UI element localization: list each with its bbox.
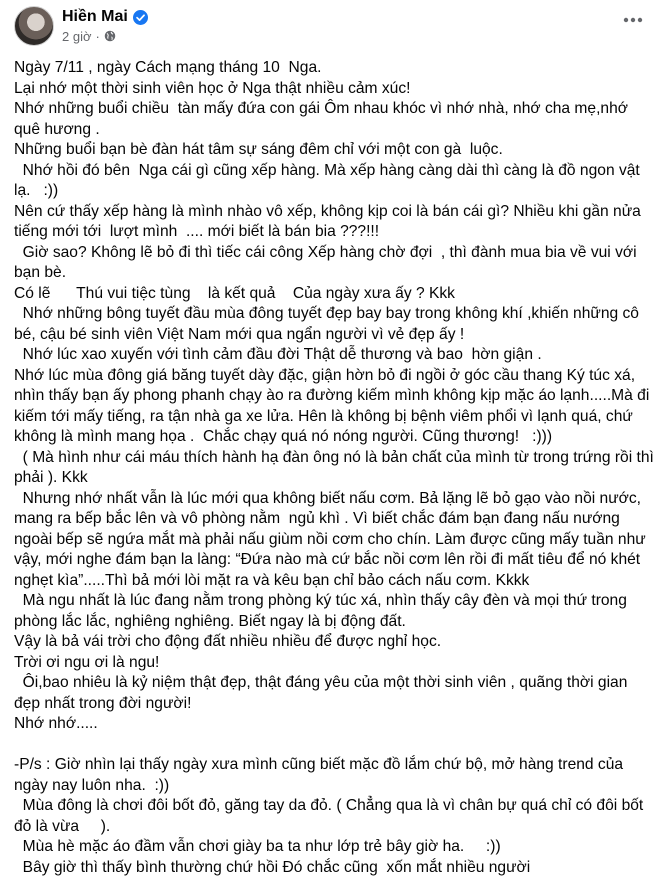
post-paragraph: Nhớ lúc xao xuyến với tình cảm đầu đời Thật dễ thương và bao hờn giận . — [14, 345, 654, 366]
post-paragraph: Trời ơi ngu ơi là ngu! — [14, 653, 654, 674]
post-paragraph: Nên cứ thấy xếp hàng là mình nhào vô xếp, không kịp coi là bán cái gì? Nhiều khi gần nửa tiếng mới tới lượt mình .... mới biết là bán bia ???!!! — [14, 202, 654, 243]
post-timestamp[interactable]: 2 giờ — [62, 29, 92, 44]
meta-separator: · — [96, 29, 100, 44]
post-paragraph: Nhớ hồi đó bên Nga cái gì cũng xếp hàng. Mà xếp hàng càng dài thì càng là đồ ngon vật lạ. :)) — [14, 161, 654, 202]
post-paragraph: Những buổi bạn bè đàn hát tâm sự sáng đêm chỉ với một con gà luộc. — [14, 140, 654, 161]
post-paragraph: Ngày 7/11 , ngày Cách mạng tháng 10 Nga. — [14, 58, 654, 79]
post-header — [0, 0, 660, 56]
post-paragraph: Vậy là bả vái trời cho động đất nhiều nhiều để được nghỉ học. — [14, 632, 654, 653]
post-paragraph: Nhớ những buổi chiều tàn mấy đứa con gái Ôm nhau khóc vì nhớ nhà, nhớ cha mẹ,nhớ quê hương . — [14, 99, 654, 140]
post-paragraph: Giờ sao? Không lẽ bỏ đi thì tiếc cái công Xếp hàng chờ đợi , thì đành mua bia về vui với bạn bè. — [14, 243, 654, 284]
post-paragraph: Mùa hè mặc áo đầm vẫn chơi giày ba ta như lớp trẻ bây giờ ha. :)) — [14, 837, 654, 858]
post-paragraph: Mùa đông là chơi đôi bốt đỏ, găng tay da đỏ. ( Chẳng qua là vì chân bự quá chỉ có đôi bốt đỏ là vừa ). — [14, 796, 654, 837]
post-meta — [62, 27, 116, 45]
globe-icon — [104, 30, 116, 42]
more-options-icon[interactable] — [620, 10, 646, 30]
author-row — [62, 6, 148, 28]
post-paragraph: Bây giờ thì thấy bình thường chứ hồi Đó chắc cũng xốn mắt nhiều người — [14, 858, 654, 878]
post-paragraph: Nhớ những bông tuyết đầu mùa đông tuyết đẹp bay bay trong không khí ,khiến những cô bé, cậu bé sinh viên Việt Nam mới qua ngẩn người vì vẻ đẹp ấy ! — [14, 304, 654, 345]
post-paragraph: Nhớ nhớ..... — [14, 714, 654, 735]
post-paragraph: Ôi,bao nhiêu là kỷ niệm thật đẹp, thật đáng yêu của một thời sinh viên , quãng thời gian đẹp nhất trong đời người! — [14, 673, 654, 714]
post-paragraph: Có lẽ Thú vui tiệc tùng là kết quả Của ngày xưa ấy ? Kkk — [14, 284, 654, 305]
verified-badge-icon — [133, 10, 148, 25]
post-paragraph — [14, 735, 654, 756]
post-paragraph: -P/s : Giờ nhìn lại thấy ngày xưa mình cũng biết mặc đồ lắm chứ bộ, mở hàng trend của ngày nay luôn nha. :)) — [14, 755, 654, 796]
post-paragraph: Mà ngu nhất là lúc đang nằm trong phòng ký túc xá, nhìn thấy cây đèn và mọi thứ trong phòng lắc lắc, nghiêng nghiêng. Biết ngay là bị động đất. — [14, 591, 654, 632]
post-paragraph: Nhớ lúc mùa đông giá băng tuyết dày đặc, giận hờn bỏ đi ngồi ở góc cầu thang Ký túc xá, nhìn thấy bạn ấy phong phanh chạy ào ra đường kiếm mình không kịp mặc áo lạnh.....Mà đi kiếm tới mấy tiếng, ra tận nhà ga xe lửa. Hên là không bị bệnh viêm phổi vì lạnh quá, chứ không là mình mang họa . Chắc chạy quá nó nóng người. Cũng thương! :))) — [14, 366, 654, 448]
post-paragraph: Lại nhớ một thời sinh viên học ở Nga thật nhiều cảm xúc! — [14, 79, 654, 100]
post-paragraph: ( Mà hình như cái máu thích hành hạ đàn ông nó là bản chất của mình từ trong trứng rồi thì phải ). Kkk — [14, 448, 654, 489]
author-name[interactable]: Hiền Mai — [62, 8, 128, 26]
post-paragraph: Nhưng nhớ nhất vẫn là lúc mới qua không biết nấu cơm. Bả lặng lẽ bỏ gạo vào nồi nước, mang ra bếp bắc lên và vô phòng nằm ngủ khì . Vì biết chắc đám bạn đang nấu nướng ngoài bếp sẽ ngứa mắt mà phải nấu giùm nồi cơm cho chín. Làm được cũng mấy tuần như vậy, mới nghe đám bạn la làng: “Đứa nào mà cứ bắc nồi cơm lên rồi đi mất tiêu để nó khét nghẹt kìa”.....Thì bả mới lòi mặt ra và kêu bạn chỉ bảo cách nấu cơm. Kkkk — [14, 489, 654, 592]
author-avatar[interactable] — [14, 6, 54, 46]
post-text — [14, 58, 654, 878]
